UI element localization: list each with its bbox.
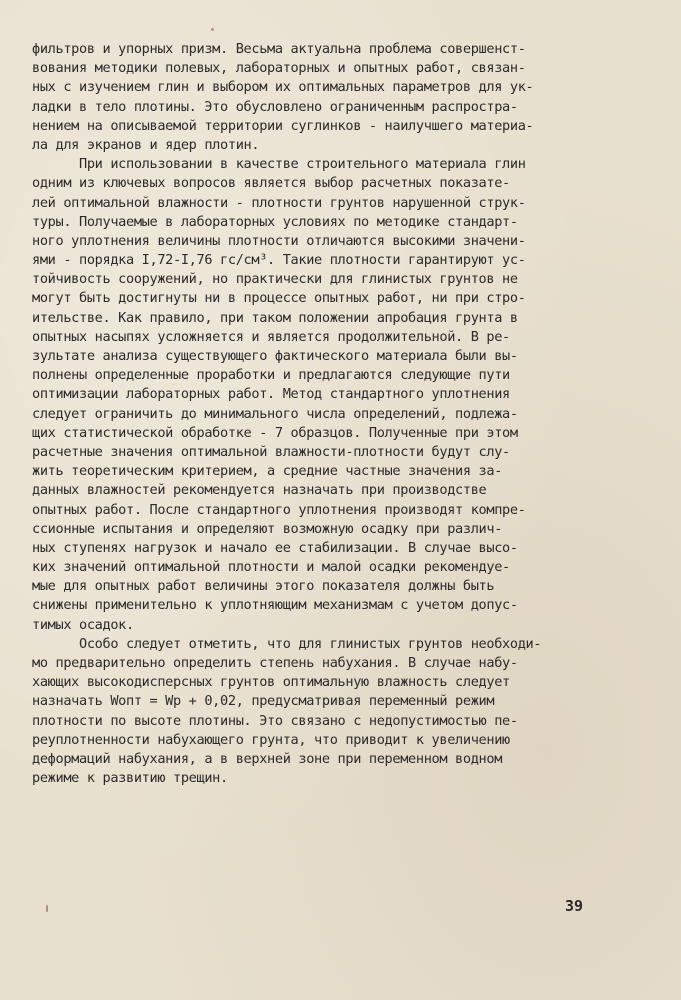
text-line: ких значений оптимальной плотности и малой осадки рекомендуе- [32, 559, 510, 576]
text-line: ями - порядка I,72-I,76 гс/см³. Такие плотности гарантируют ус- [32, 252, 526, 269]
text-line: жить теоретическим критерием, а средние частные значения за- [32, 463, 503, 480]
text-line: При использовании в качестве строительного материала глин [32, 156, 526, 173]
text-line: туры. Получаемые в лабораторных условиях по методике стандарт- [32, 213, 518, 230]
text-line: плотности по высоте плотины. Это связано с недопустимостью пе- [32, 712, 518, 729]
text-line: полнены определенные проработки и предлагаются следующие пути [32, 367, 510, 384]
text-line: данных влажностей рекомендуется назначать при производстве [32, 482, 487, 499]
text-line: ных с изучением глин и выбором их оптимальных параметров для ук- [32, 79, 534, 96]
text-line: деформаций набухания, а в верхней зоне при переменном водном [32, 750, 503, 767]
text-line: оптимизации лабораторных работ. Метод стандартного уплотнения [32, 386, 510, 403]
text-line: ссионные испытания и определяют возможную осадку при различ- [32, 520, 503, 537]
paper-speck [211, 28, 214, 31]
text-line: реуплотненности набухающего грунта, что приводит к увеличению [32, 731, 510, 748]
text-line: одним из ключевых вопросов является выбор расчетных показате- [32, 175, 510, 192]
text-line: режиме к развитию трещин. [32, 770, 228, 787]
text-line: ладки в тело плотины. Это обусловлено ограниченным распростра- [32, 98, 518, 115]
page-number: 39 [565, 897, 584, 915]
text-line: опытных работ. После стандартного уплотнения производят компре- [32, 501, 526, 518]
text-line: ных ступенях нагрузок и начало ее стабилизации. В случае высо- [32, 539, 518, 556]
paper-speck [46, 905, 48, 912]
text-line: лей оптимальной влажности - плотности грунтов нарушенной струк- [32, 194, 526, 211]
text-line: хающих высокодисперсных грунтов оптимальную влажность следует [32, 674, 510, 691]
text-line: следует ограничить до минимального числа определений, подлежа- [32, 405, 518, 422]
text-line: фильтров и упорных призм. Весьма актуальна проблема совершенст- [32, 41, 526, 57]
text-line: могут быть достигнуты ни в процессе опытных работ, ни при стро- [32, 290, 526, 307]
text-line: ного уплотнения величины плотности отличаются высокими значени- [32, 232, 526, 249]
text-line: снижены применительно к уплотняющим механизмам с учетом допус- [32, 597, 518, 614]
text-line: назначать Wопт = Wр + 0,02, предусматривая переменный режим [32, 693, 495, 710]
text-line: зультате анализа существующего фактического материала были вы- [32, 348, 518, 364]
text-line: тойчивость сооружений, но практически для глинистых грунтов не [32, 271, 518, 288]
text-line: мые для опытных работ величины этого показателя должны быть [32, 578, 495, 595]
text-line: опытных насыпях усложняется и является продолжительной. В ре- [32, 328, 510, 345]
text-line: щих статистической обработке - 7 образцов. Полученные при этом [32, 424, 518, 441]
text-line: мо предварительно определить степень набухания. В случае набу- [32, 655, 518, 671]
text-line: расчетные значения оптимальной влажности-плотности будут слу- [32, 443, 510, 460]
text-line: вования методики полевых, лабораторных и опытных работ, связан- [32, 60, 526, 77]
text-line: ла для экранов и ядер плотин. [32, 136, 260, 153]
body-text [32, 40, 592, 788]
text-line: Особо следует отметить, что для глинистых грунтов необходи- [32, 635, 542, 652]
text-line: нением на описываемой территории суглинков - наилучшего материа- [32, 117, 534, 134]
text-line: тимых осадок. [32, 616, 134, 633]
text-line: ительстве. Как правило, при таком положении апробация грунта в [32, 309, 518, 326]
